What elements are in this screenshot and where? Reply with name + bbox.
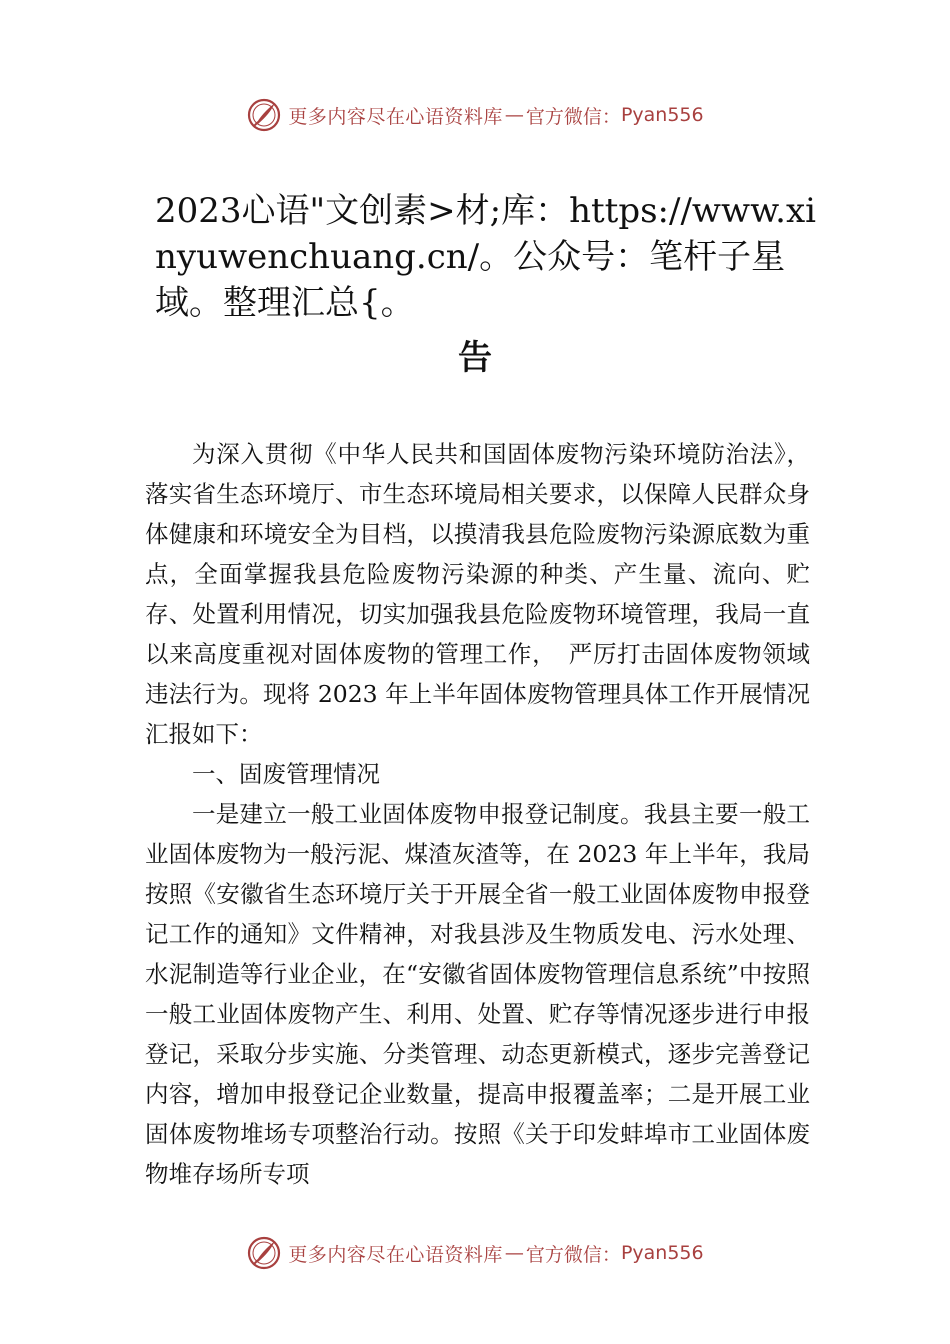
banner-wechat-label: 官方微信：: [525, 1243, 621, 1266]
banner-slogan: 更多内容尽在心语资料库: [288, 1243, 503, 1266]
banner-wechat-label: 官方微信：: [525, 105, 621, 128]
header-watermark-banner: [0, 95, 950, 135]
banner-wechat-id: Pyan556: [620, 104, 704, 126]
body-paragraph-intro: 为深入贯彻《中华人民共和国固体废物污染环境防治法》，落实省生态环境厅、市生态环境局相关要求，以保障人民群众身体健康和环境安全为目档，以摸清我县危险废物污染源底数为重点，全面掌握我县危险废物污染源的种类、产生量、流向、贮存、处置利用情况，切实加强我县危险废物环境管理，我局一直以来高度重视对固体废物的管理工作， 严厉打击固体废物领域违法行为。现将 2023 年上半年固体废物管理具体工作开展情况汇报如下：: [145, 440, 810, 748]
document-body: [145, 434, 810, 1194]
body-paragraph-registration: 一是建立一般工业固体废物申报登记制度。我县主要一般工业固体废物为一般污泥、煤渣灰渣等，在 2023 年上半年，我局按照《安徽省生态环境厅关于开展全省一般工业固体废物申报登记工作的通知》文件精神，对我县涉及生物质发电、污水处理、水泥制造等行业企业，在“安徽省固体废物管理信息系统”中按照一般工业固体废物产生、利用、处置、贮存等情况逐步进行申报登记，采取分步实施、分类管理、动态更新模式，逐步完善登记内容，增加申报登记企业数量，提高申报覆盖率；二是开展工业固体废物堆场专项整治行动。按照《关于印发蚌埠市工业固体废物堆存场所专项: [145, 800, 810, 1188]
section-heading-solid-waste-management: 一、固废管理情况: [192, 760, 380, 788]
quill-seal-logo-icon: [246, 1235, 282, 1271]
banner-separator: —: [504, 1242, 524, 1264]
banner-separator: —: [504, 104, 524, 126]
banner-slogan: 更多内容尽在心语资料库: [288, 105, 503, 128]
footer-watermark-banner: [0, 1233, 950, 1273]
document-heading: 2023心语"文创素>材;库：https://www.xinyuwenchuang.cn/。公众号：笔杆子星域。整理汇总{。: [155, 191, 817, 323]
quill-seal-logo-icon: [246, 97, 282, 133]
document-subtitle: 告: [458, 338, 492, 378]
banner-wechat-id: Pyan556: [620, 1242, 704, 1264]
